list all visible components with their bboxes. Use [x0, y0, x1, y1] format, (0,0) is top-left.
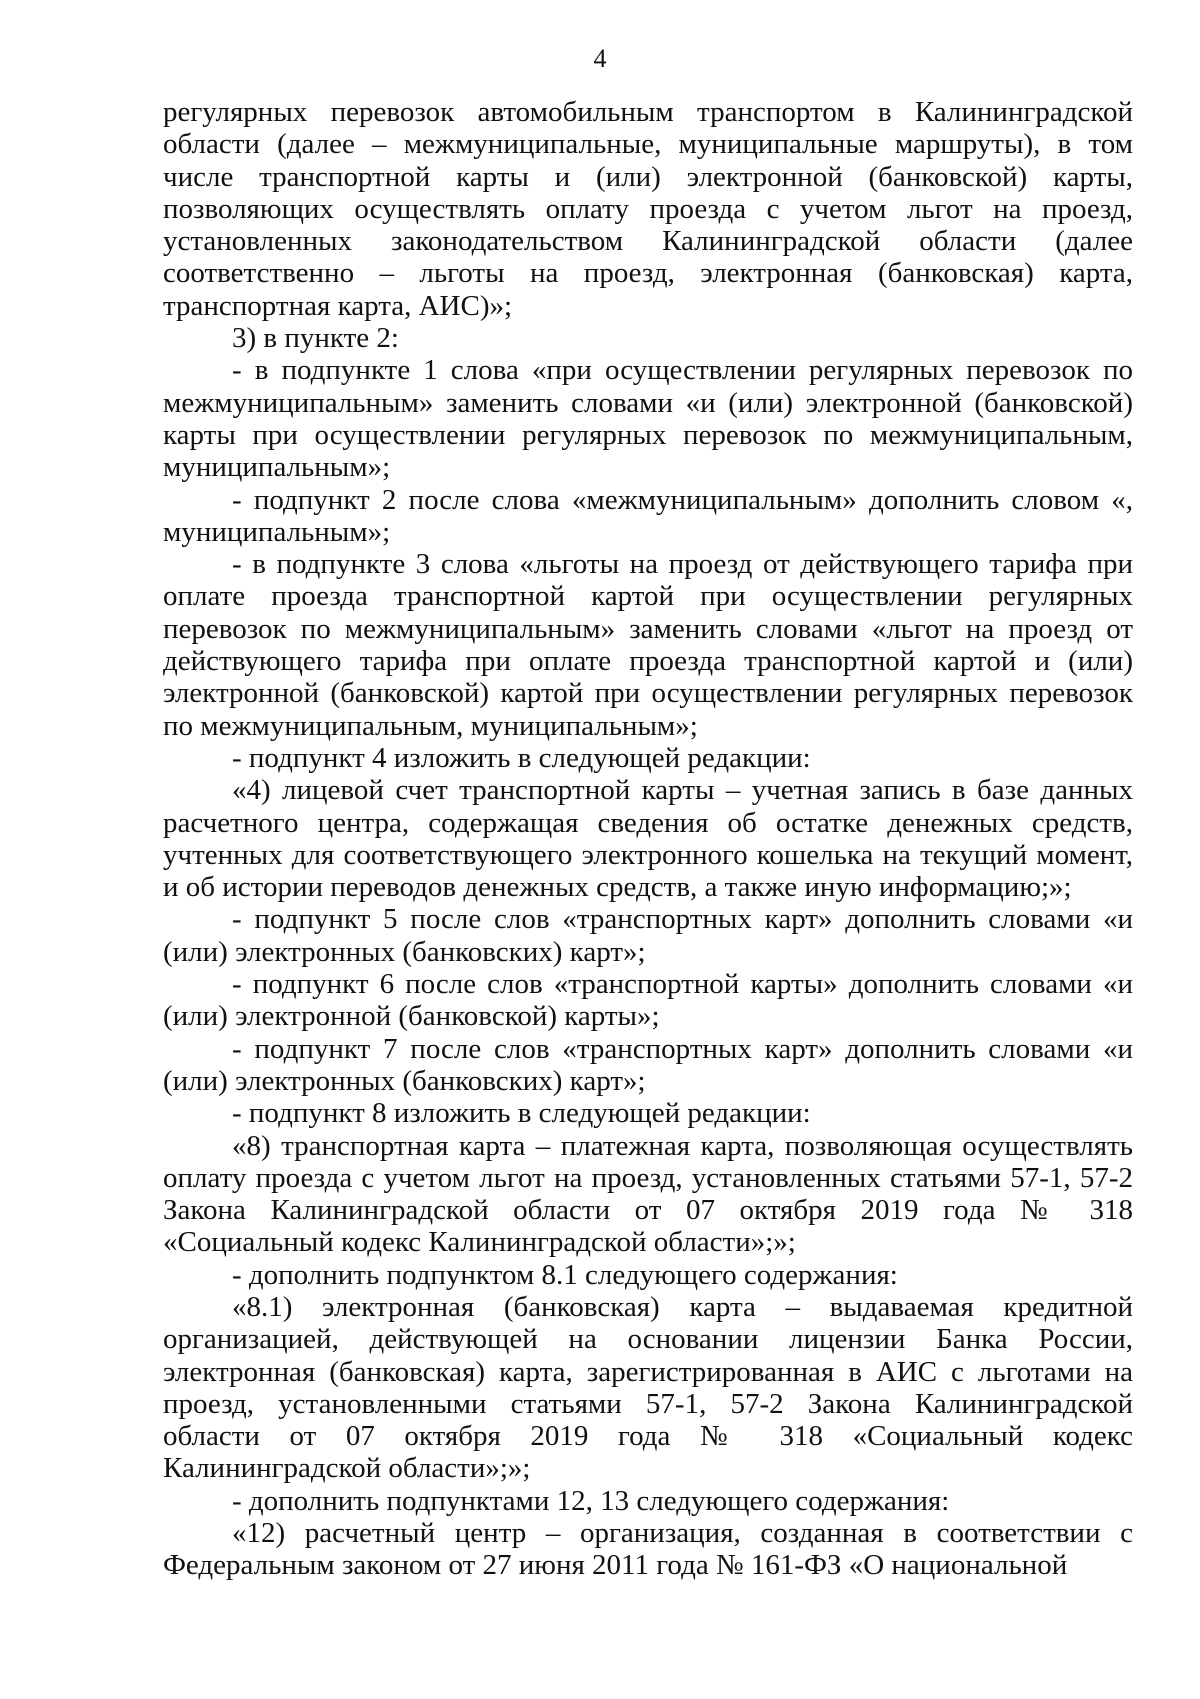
paragraph-subitem-1: - в подпункте 1 слова «при осуществлении регулярных перевозок по межмуниципальным» заменить словами «и (или) электронной (банковской) карты при осуществлении регулярных перевозок по межмуниципальным, муниципальным»; [163, 354, 1133, 484]
paragraph-subitem-12-text: «12) расчетный центр – организация, созданная в соответствии с Федеральным законом от 27 июня 2011 года № 161-ФЗ «О национальной [163, 1517, 1133, 1582]
paragraph-subitem-2: - подпункт 2 после слова «межмуниципальным» дополнить словом «, муниципальным»; [163, 483, 1133, 548]
paragraph-subitem-3: - в подпункте 3 слова «льготы на проезд от действующего тарифа при оплате проезда транспортной картой при осуществлении регулярных перевозок по межмуниципальным» заменить словами «льгот на проезд от действующего тарифа при оплате проезда транспортной картой и (или) электронной (банковской) картой при осуществлении регулярных перевозок по межмуниципальным, муниципальным»; [163, 548, 1133, 742]
document-body [163, 96, 1133, 1582]
paragraph-subitem-5: - подпункт 5 после слов «транспортных карт» дополнить словами «и (или) электронных (банковских) карт»; [163, 903, 1133, 968]
paragraph-subitem-4-text: «4) лицевой счет транспортной карты – учетная запись в базе данных расчетного центра, содержащая сведения об остатке денежных средств, учтенных для соответствующего электронного кошелька на текущий момент, и об истории переводов денежных средств, а также иную информацию;»; [163, 774, 1133, 904]
paragraph-subitem-4-intro: - подпункт 4 изложить в следующей редакции: [232, 741, 811, 774]
paragraph-subitem-7: - подпункт 7 после слов «транспортных карт» дополнить словами «и (или) электронных (банковских) карт»; [163, 1032, 1133, 1097]
page-number: 4 [593, 44, 607, 73]
paragraph-subitem-8-text: «8) транспортная карта – платежная карта, позволяющая осуществлять оплату проезда с учетом льгот на проезд, установленных статьями 57-1, 57-2 Закона Калининградской области от 07 октября 2019 года № 318 «Социальный кодекс Калининградской области»;»; [163, 1129, 1133, 1259]
paragraph-continuation: регулярных перевозок автомобильным транспортом в Калининградской области (далее – межмуниципальные, муниципальные маршруты), в том числе транспортной карты и (или) электронной (банковской) карты, позволяющих осуществлять оплату проезда с учетом льгот на проезд, установленных законодательством Калининградской области (далее соответственно – льготы на проезд, электронная (банковская) карта, транспортная карта, АИС)»; [163, 96, 1133, 322]
paragraph-subitems-12-13-intro: - дополнить подпунктами 12, 13 следующего содержания: [232, 1484, 950, 1517]
paragraph-subitem-8-1-intro: - дополнить подпунктом 8.1 следующего содержания: [232, 1258, 898, 1291]
paragraph-subitem-8-1-text: «8.1) электронная (банковская) карта – выдаваемая кредитной организацией, действующей на основании лицензии Банка России, электронная (банковская) карта, зарегистрированная в АИС с льготами на проезд, установленными статьями 57-1, 57-2 Закона Калининградской области от 07 октября 2019 года № 318 «Социальный кодекс Калининградской области»;»; [163, 1290, 1133, 1485]
paragraph-item-3: 3) в пункте 2: [232, 322, 399, 355]
paragraph-subitem-8-intro: - подпункт 8 изложить в следующей редакции: [232, 1097, 811, 1130]
paragraph-subitem-6: - подпункт 6 после слов «транспортной карты» дополнить словами «и (или) электронной (банковской) карты»; [163, 968, 1133, 1033]
